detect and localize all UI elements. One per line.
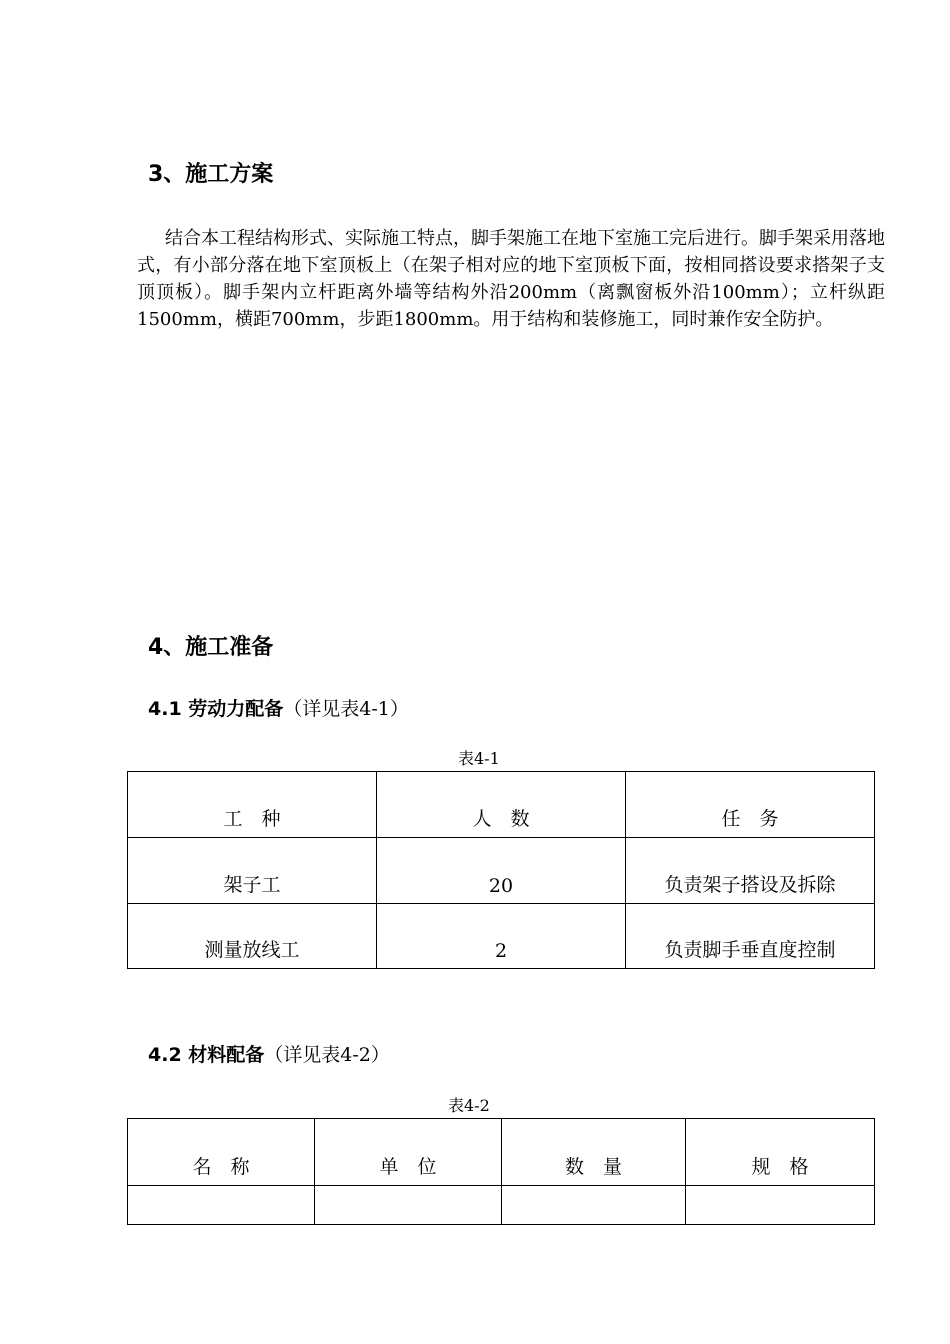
table-header-cell: 数 量 (502, 1119, 686, 1186)
table-row (128, 838, 875, 904)
table-4-1-caption: 表4-1 (458, 749, 500, 768)
table-cell (686, 1186, 875, 1225)
table-cell: 测量放线工 (128, 904, 377, 969)
subsection-4-1-heading (148, 700, 409, 719)
table-cell (315, 1186, 502, 1225)
table-header-cell: 单 位 (315, 1119, 502, 1186)
table-header-cell: 任 务 (626, 772, 875, 838)
table-header-row (128, 772, 875, 838)
section-3-title: 3、施工方案 (148, 162, 274, 187)
table-cell (128, 1186, 315, 1225)
subsection-4-2-title: 4.2 材料配备 (148, 1044, 265, 1066)
table-cell (502, 1186, 686, 1225)
table-cell: 负责架子搭设及拆除 (626, 838, 875, 904)
table-cell: 负责脚手垂直度控制 (626, 904, 875, 969)
table-header-cell: 规 格 (686, 1119, 875, 1186)
subsection-4-1-title: 4.1 劳动力配备 (148, 698, 284, 720)
subsection-4-2-heading (148, 1046, 390, 1065)
table-cell: 架子工 (128, 838, 377, 904)
section-3-paragraph: 结合本工程结构形式、实际施工特点，脚手架施工在地下室施工完后进行。脚手架采用落地式，有小部分落在地下室顶板上（在架子相对应的地下室顶板下面，按相同搭设要求搭架子支顶顶板）。脚手架内立杆距离外墙等结构外沿200mm（离飘窗板外沿100mm）；立杆纵距1500mm，横距700mm，步距1800mm。用于结构和装修施工，同时兼作安全防护。 (137, 228, 885, 330)
table-header-cell: 人 数 (377, 772, 626, 838)
table-row (128, 904, 875, 969)
materials-table (127, 1118, 875, 1225)
labor-table (127, 771, 875, 969)
table-row (128, 1186, 875, 1225)
table-cell: 2 (377, 904, 626, 969)
section-4-title: 4、施工准备 (148, 635, 274, 660)
table-header-cell: 名 称 (128, 1119, 315, 1186)
subsection-4-2-note: （详见表4-2） (264, 1044, 390, 1066)
subsection-4-1-note: （详见表4-1） (283, 698, 409, 720)
table-cell: 20 (377, 838, 626, 904)
table-4-2-caption: 表4-2 (448, 1096, 490, 1115)
table-header-row (128, 1119, 875, 1186)
table-header-cell: 工 种 (128, 772, 377, 838)
